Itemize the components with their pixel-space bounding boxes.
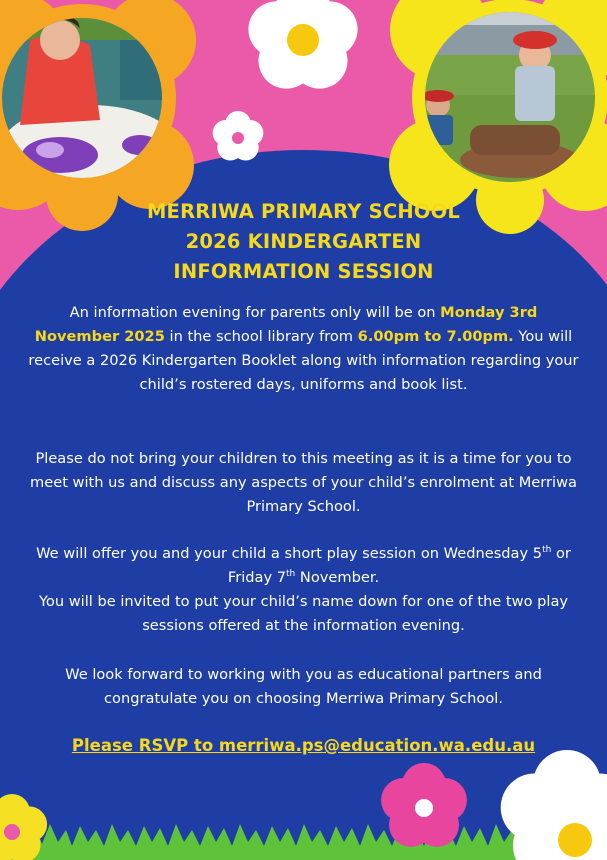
paragraph-info-evening: [26, 301, 581, 397]
p3-sup1: th: [542, 545, 552, 556]
paragraph-closing: We look forward to working with you as educational partners and congratulate you on choosing Merriwa Primary School.: [65, 666, 542, 707]
p3-text-a: We will offer you and your child a short play session on Wednesday 5: [36, 545, 543, 562]
p3-sup2: th: [286, 569, 296, 580]
p3-text-d: You will be invited to put your child’s name down for one of the two play sessions offered at the information evening.: [38, 593, 569, 634]
heading-line-kindergarten: 2026 KINDERGARTEN: [185, 230, 422, 253]
p1-text-c: You will receive a 2026 Kindergarten Booklet along with information regarding your child’s rostered days, uniforms and book list.: [28, 328, 579, 393]
heading: [0, 197, 607, 287]
paragraph-no-children: Please do not bring your children to this meeting as it is a time for you to meet with us and discuss any aspects of your child’s enrolment at Merriwa Primary School.: [30, 450, 577, 515]
p3-text-c: November.: [295, 569, 380, 586]
p1-text-b: in the school library from: [164, 328, 358, 345]
p1-time: 6.00pm to 7.00pm.: [357, 328, 514, 345]
heading-line-session: INFORMATION SESSION: [173, 260, 434, 283]
p1-date: Monday 3rd November 2025: [34, 304, 538, 345]
rsvp-email-link[interactable]: Please RSVP to merriwa.ps@education.wa.edu.au: [71, 736, 536, 755]
p1-text-a: An information evening for parents only will be on: [69, 304, 441, 321]
heading-line-school: MERRIWA PRIMARY SCHOOL: [146, 200, 461, 223]
p3-text-b: or Friday 7: [227, 545, 571, 586]
paragraph-play-session: [26, 542, 581, 638]
